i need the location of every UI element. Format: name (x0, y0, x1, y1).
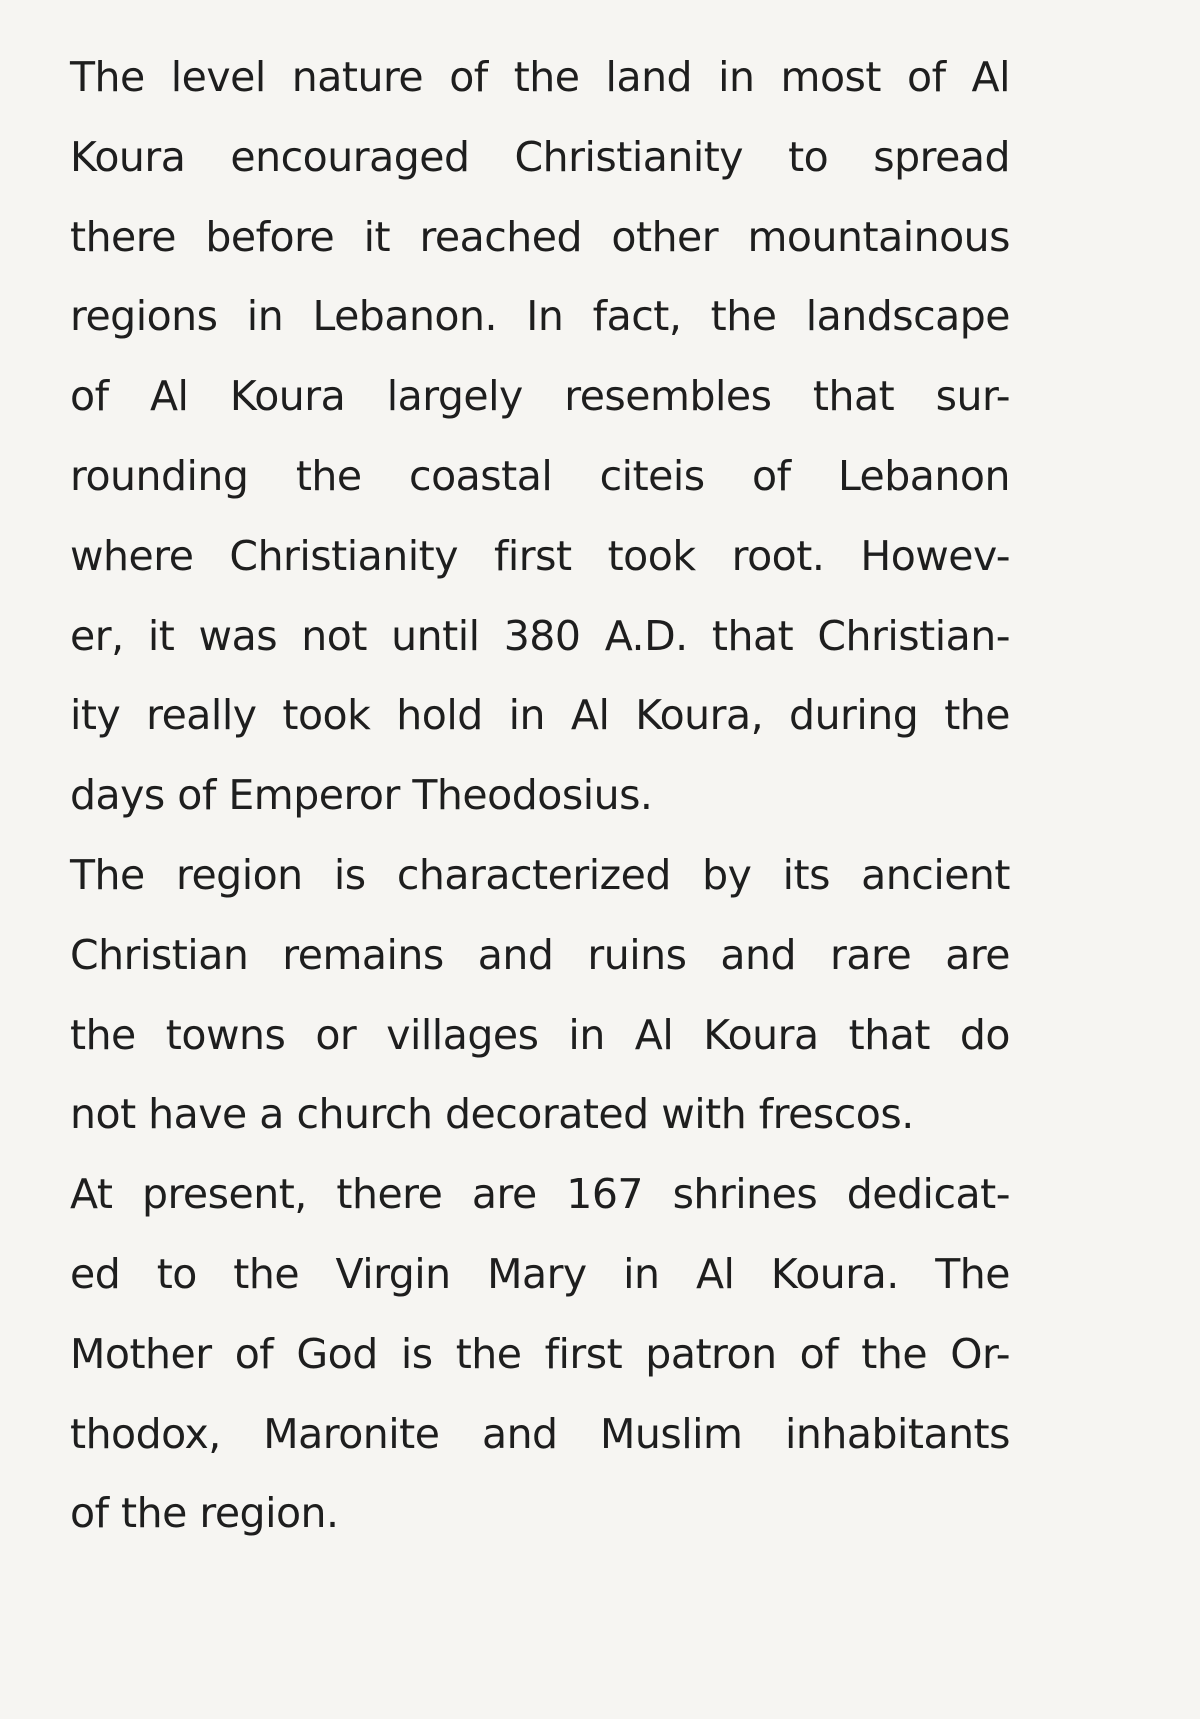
paragraph-virgin-mary-shrines (70, 1155, 1010, 1554)
text-line: regions in Lebanon. In fact, the landscape (70, 292, 1010, 341)
text-line: not have a church decorated with frescos. (70, 1090, 914, 1139)
text-line: thodox, Maronite and Muslim inhabitants (70, 1409, 1010, 1458)
text-line: Mother of God is the first patron of the Or- (70, 1329, 1010, 1378)
text-line: The region is characterized by its ancient (70, 850, 1010, 899)
text-line: er, it was not until 380 A.D. that Christian- (70, 611, 1010, 660)
paragraph-christianity-history (70, 38, 1010, 836)
text-line: Koura encouraged Christianity to spread (70, 132, 1010, 181)
text-line: rounding the coastal citeis of Lebanon (70, 451, 1010, 500)
paragraph-christian-remains (70, 836, 1010, 1155)
text-line: where Christianity first took root. Howev- (70, 531, 1010, 580)
text-line: At present, there are 167 shrines dedicat- (70, 1170, 1010, 1219)
text-line: the towns or villages in Al Koura that do (70, 1010, 1010, 1059)
text-line: of Al Koura largely resembles that sur- (70, 372, 1010, 421)
text-line: there before it reached other mountainous (70, 212, 1010, 261)
text-line: The level nature of the land in most of Al (70, 53, 1010, 101)
text-line: Christian remains and ruins and rare are (70, 930, 1010, 979)
text-line: ity really took hold in Al Koura, during the (70, 691, 1010, 740)
text-line: ed to the Virgin Mary in Al Koura. The (70, 1249, 1010, 1298)
document-body (70, 38, 1010, 1554)
text-line: days of Emperor Theodosius. (70, 771, 653, 820)
text-line: of the region. (70, 1489, 339, 1538)
